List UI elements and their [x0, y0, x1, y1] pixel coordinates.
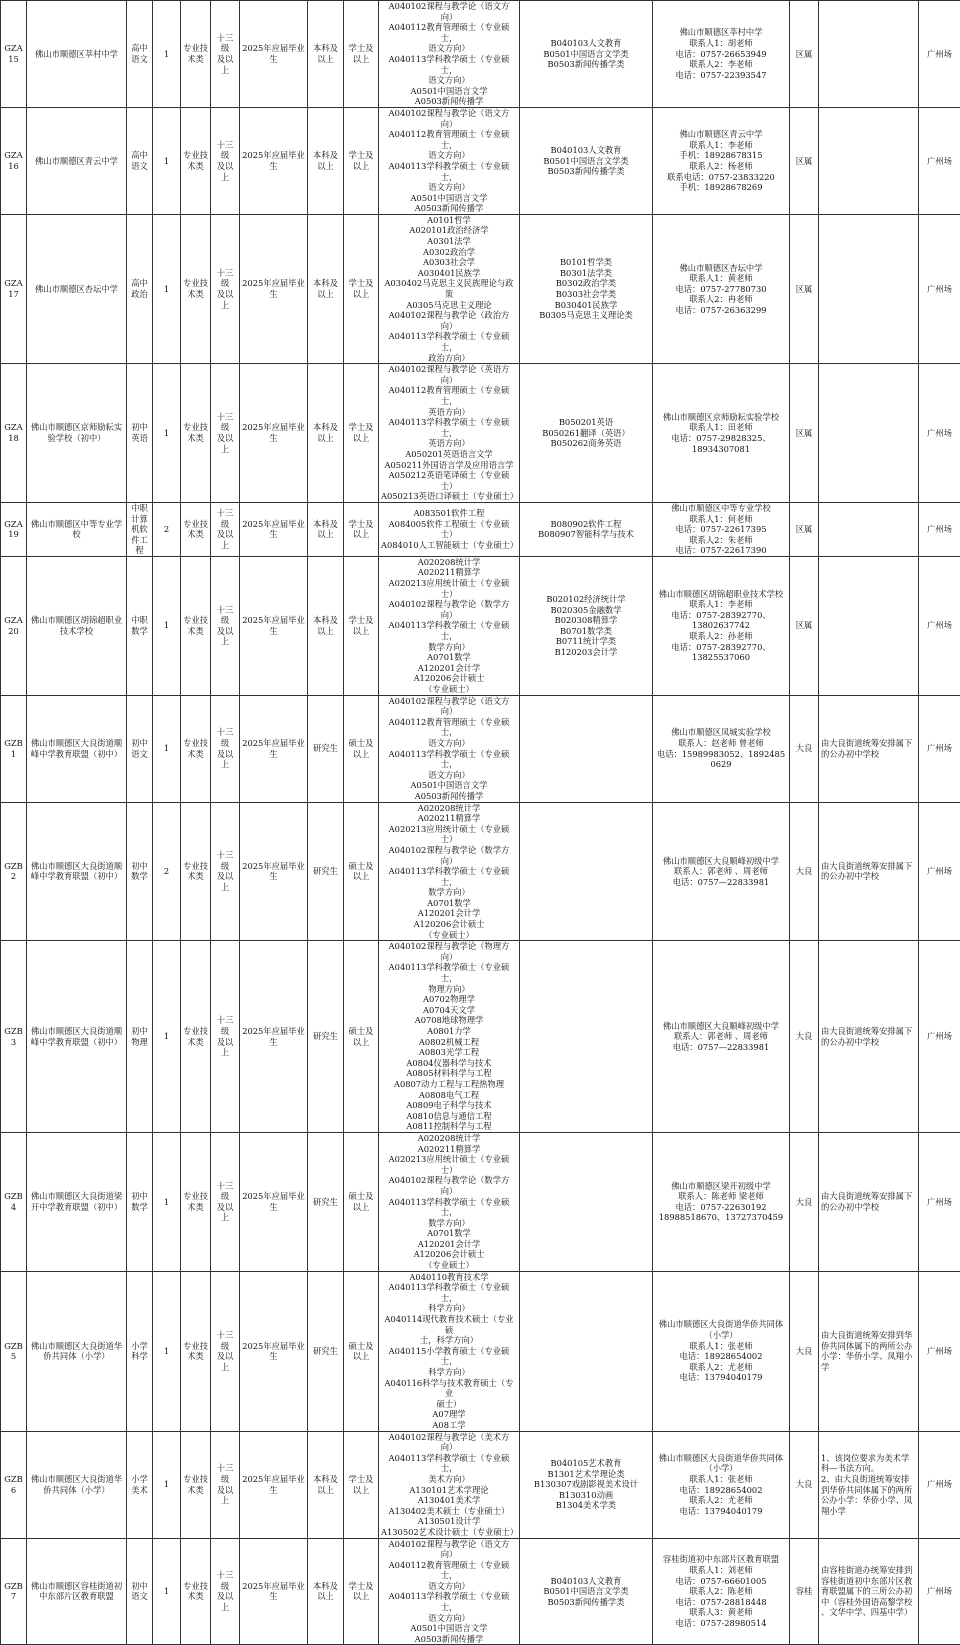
cell-unit: 佛山市顺德区京师励耘实 验学校（初中）: [27, 364, 127, 503]
table-body: [1, 1, 960, 1645]
cell-count: 1: [153, 941, 181, 1133]
cell-education: 本科及 以上: [308, 502, 344, 556]
cell-affiliation: 区属: [790, 1, 819, 108]
cell-count: 1: [153, 364, 181, 503]
cell-unit: 佛山市顺德区杏坛中学: [27, 214, 127, 363]
cell-contact: 佛山市顺德区胡锦超职业技术学校 联系人1：李老师 电话：0757-28392770、 13802637742 联系人2：孙老师 电话：0757-28392770、 13825537060: [653, 556, 790, 695]
cell-undergrad-majors: B040103人文教育 B0501中国语言文学类 B0503新闻传播学类: [520, 107, 653, 214]
cell-affiliation: 大良: [790, 1271, 819, 1431]
cell-postgrad-majors: A020208统计学 A020211精算学 A020213应用统计硕士（专业硕士） A040102课程与教学论（数学方向） A040113学科教学硕士（专业硕士， 数学方向） A0701数学 A120201会计学 A120206会计硕士 （专业硕士）: [379, 802, 520, 941]
cell-undergrad-majors: B020102经济统计学 B020305金融数学 B020308精算学 B0701数学类 B0711统计学类 B120203会计学: [520, 556, 653, 695]
cell-category: 专业技 术类: [181, 1, 211, 108]
cell-unit: 佛山市顺德区中等专业学 校: [27, 502, 127, 556]
cell-postgrad-majors: A040102课程与教学论（美术方向） A040113学科教学硕士（专业硕士， 美术方向） A130101艺术学理论 A130401美术学 A130402美术硕士（专业硕士） A130501设计学 A130502艺术设计硕士（专业硕士）: [379, 1431, 520, 1538]
cell-remarks: 由大良街道统筹安排属下 的公办初中学校: [819, 1132, 919, 1271]
cell-remarks: [819, 364, 919, 503]
cell-contact: 佛山市顺德区杏坛中学 联系人1：黄老师 电话：0757-27780730 联系人2：冉老师 电话：0757-26363299: [653, 214, 790, 363]
cell-code: GZA18: [1, 364, 27, 503]
cell-category: 专业技 术类: [181, 107, 211, 214]
cell-code: GZB5: [1, 1271, 27, 1431]
cell-subject: 高中 语文: [127, 1, 153, 108]
cell-code: GZB4: [1, 1132, 27, 1271]
cell-category: 专业技 术类: [181, 1538, 211, 1645]
cell-undergrad-majors: B0101哲学类 B0301法学类 B0302政治学类 B0303社会学类 B030401民族学 B0305马克思主义理论类: [520, 214, 653, 363]
cell-level: 十三级 及以上: [211, 107, 240, 214]
cell-degree: 学士及 以上: [344, 1, 379, 108]
cell-target: 2025年应届毕业 生: [240, 1538, 308, 1645]
cell-unit: 佛山市顺德区大良街道梁 开中学教育联盟（初中）: [27, 1132, 127, 1271]
cell-education: 研究生: [308, 1132, 344, 1271]
cell-code: GZA15: [1, 1, 27, 108]
cell-education: 本科及 以上: [308, 214, 344, 363]
cell-code: GZB6: [1, 1431, 27, 1538]
cell-remarks: 由大良街道统筹安排属下 的公办初中学校: [819, 802, 919, 941]
table-row: [1, 214, 960, 363]
cell-category: 专业技 术类: [181, 364, 211, 503]
cell-level: 十三级 及以上: [211, 1271, 240, 1431]
cell-degree: 学士及 以上: [344, 502, 379, 556]
cell-level: 十三级 及以上: [211, 941, 240, 1133]
cell-count: 1: [153, 695, 181, 802]
cell-target: 2025年应届毕业 生: [240, 364, 308, 503]
cell-unit: 佛山市顺德区容桂街道初 中东部片区教育联盟: [27, 1538, 127, 1645]
cell-contact: 佛山市顺德区大良街道华侨共同体 （小学） 联系人1：张老师 电话：18928654002 联系人2：尤老师 电话：13794040179: [653, 1271, 790, 1431]
cell-affiliation: 区属: [790, 502, 819, 556]
cell-location: 广州场: [919, 695, 960, 802]
cell-code: GZA19: [1, 502, 27, 556]
cell-degree: 硕士及 以上: [344, 1132, 379, 1271]
cell-subject: 高中 政治: [127, 214, 153, 363]
cell-category: 专业技 术类: [181, 802, 211, 941]
cell-affiliation: 大良: [790, 941, 819, 1133]
cell-subject: 中职 数学: [127, 556, 153, 695]
cell-postgrad-majors: A040102课程与教学论（语文方向） A040112教育管理硕士（专业硕士， 语文方向） A040113学科教学硕士（专业硕士， 语文方向） A0501中国语言文学 A0503新闻传播学: [379, 695, 520, 802]
cell-undergrad-majors: [520, 1271, 653, 1431]
cell-affiliation: 大良: [790, 695, 819, 802]
cell-remarks: [819, 1, 919, 108]
cell-target: 2025年应届毕业 生: [240, 1, 308, 108]
cell-unit: 佛山市顺德区大良街道华 侨共同体（小学）: [27, 1271, 127, 1431]
table-row: [1, 1, 960, 108]
cell-unit: 佛山市顺德区胡锦超职业 技术学校: [27, 556, 127, 695]
cell-contact: 佛山市顺德区大良顺峰初级中学 联系人：郭老师 、周老师 电话：0757—22833981: [653, 941, 790, 1133]
cell-unit: 佛山市顺德区大良街道顺 峰中学教育联盟（初中）: [27, 695, 127, 802]
cell-subject: 初中 物理: [127, 941, 153, 1133]
cell-postgrad-majors: A040102课程与教学论（语文方向） A040112教育管理硕士（专业硕士， 语文方向） A040113学科教学硕士（专业硕士， 语文方向） A0501中国语言文学 A0503新闻传播学: [379, 107, 520, 214]
cell-remarks: [819, 214, 919, 363]
cell-education: 本科及 以上: [308, 1538, 344, 1645]
cell-postgrad-majors: A0101哲学 A020101政治经济学 A0301法学 A0302政治学 A0303社会学 A030401民族学 A030402马克思主义民族理论与政策 A0305马克思主义理论 A040102课程与教学论（政治方向） A040113学科教学硕士（专业硕士， 政治方向）: [379, 214, 520, 363]
cell-education: 本科及 以上: [308, 364, 344, 503]
cell-contact: 佛山市顺德区青云中学 联系人1：李老师 手机：18928678315 联系人2：杨老师 联系电话：0757-23833220 手机：18928678269: [653, 107, 790, 214]
cell-postgrad-majors: A040102课程与教学论（语文方向） A040112教育管理硕士（专业硕士， 语文方向） A040113学科教学硕士（专业硕士， 语文方向） A0501中国语言文学 A0503新闻传播学: [379, 1, 520, 108]
cell-education: 本科及 以上: [308, 1, 344, 108]
cell-affiliation: 区属: [790, 214, 819, 363]
cell-unit: 佛山市顺德区青云中学: [27, 107, 127, 214]
cell-undergrad-majors: [520, 941, 653, 1133]
cell-undergrad-majors: B080902软件工程 B080907智能科学与技术: [520, 502, 653, 556]
cell-affiliation: 大良: [790, 802, 819, 941]
cell-postgrad-majors: A040102课程与教学论（物理方向） A040113学科教学硕士（专业硕士， 物理方向） A0702物理学 A0704天文学 A0708地球物理学 A0801力学 A0802机械工程 A0803光学工程 A0804仪器科学与技术 A0805材料科学与工程 A0807动力工程与工程热物理 A0808电气工程 A0809电子科学与技术 A0810信息与通信工程 A0811控制科学与工程: [379, 941, 520, 1133]
cell-category: 专业技 术类: [181, 1271, 211, 1431]
cell-unit: 佛山市顺德区大良街道华 侨共同体（小学）: [27, 1431, 127, 1538]
table-row: [1, 364, 960, 503]
cell-remarks: 由大良街道统筹安排属下 的公办初中学校: [819, 695, 919, 802]
cell-subject: 小学 科学: [127, 1271, 153, 1431]
cell-postgrad-majors: A020208统计学 A020211精算学 A020213应用统计硕士（专业硕士） A040102课程与教学论（数学方向） A040113学科教学硕士（专业硕士， 数学方向） A0701数学 A120201会计学 A120206会计硕士 （专业硕士）: [379, 1132, 520, 1271]
cell-contact: 佛山市顺德区中等专业学校 联系人1：何老师 电话：0757-22617395 联系人2：朱老师 电话：0757-22617390: [653, 502, 790, 556]
cell-count: 1: [153, 556, 181, 695]
cell-subject: 中职 计算 机软 件工 程: [127, 502, 153, 556]
cell-category: 专业技 术类: [181, 695, 211, 802]
cell-subject: 初中 数学: [127, 1132, 153, 1271]
cell-count: 1: [153, 1271, 181, 1431]
cell-education: 研究生: [308, 1271, 344, 1431]
cell-contact: 佛山市顺德区梁开初级中学 联系人：陈老师 梁老师 电话：0757-22630192 18988518670、13727370459: [653, 1132, 790, 1271]
cell-remarks: 由大良街道统筹安排到华 侨共同体属下的两所公办 小学：华侨小学、凤翔小 学: [819, 1271, 919, 1431]
cell-remarks: 由容桂街道办统筹安排到 容桂街道初中东部片区教 育联盟属下的三所公办初 中（容桂外国语高黎学校 、文华中学、四基中学）: [819, 1538, 919, 1645]
cell-remarks: 由大良街道统筹安排属下 的公办初中学校: [819, 941, 919, 1133]
cell-count: 1: [153, 1, 181, 108]
cell-undergrad-majors: [520, 802, 653, 941]
cell-target: 2025年应届毕业 生: [240, 802, 308, 941]
cell-education: 本科及 以上: [308, 556, 344, 695]
cell-contact: 容桂街道初中东部片区教育联盟 联系人1：刘老师 电话：0757-66601005 联系人2：陈老师 电话：0757-28818448 联系人3：黄老师 电话：0757-28980514: [653, 1538, 790, 1645]
cell-education: 本科及 以上: [308, 107, 344, 214]
cell-education: 研究生: [308, 802, 344, 941]
cell-code: GZA16: [1, 107, 27, 214]
cell-postgrad-majors: A040102课程与教学论（英语方向） A040112教育管理硕士（专业硕士， 英语方向） A040113学科教学硕士（专业硕士， 英语方向） A050201英语语言文学 A050211外国语言学及应用语言学 A050212英语笔译硕士（专业硕士） A050213英语口译硕士（专业硕士）: [379, 364, 520, 503]
cell-undergrad-majors: B040103人文教育 B0501中国语言文学类 B0503新闻传播学类: [520, 1, 653, 108]
cell-code: GZB2: [1, 802, 27, 941]
cell-level: 十三级 及以上: [211, 1, 240, 108]
cell-count: 1: [153, 214, 181, 363]
cell-undergrad-majors: B040105艺术教育 B1301艺术学理论类 B130307戏剧影视美术设计 B130310动画 B1304美术学类: [520, 1431, 653, 1538]
cell-level: 十三级 及以上: [211, 1538, 240, 1645]
cell-location: 广州场: [919, 1, 960, 108]
cell-education: 本科及 以上: [308, 1431, 344, 1538]
cell-location: 广州场: [919, 556, 960, 695]
cell-code: GZA17: [1, 214, 27, 363]
cell-unit: 佛山市顺德区大良街道顺 峰中学教育联盟（初中）: [27, 941, 127, 1133]
cell-postgrad-majors: A040102课程与教学论（语文方向） A040112教育管理硕士（专业硕士， 语文方向） A040113学科教学硕士（专业硕士， 语文方向） A0501中国语言文学 A0503新闻传播学: [379, 1538, 520, 1645]
cell-affiliation: 区属: [790, 556, 819, 695]
cell-affiliation: 区属: [790, 107, 819, 214]
table-row: [1, 1538, 960, 1645]
cell-category: 专业技 术类: [181, 556, 211, 695]
cell-contact: 佛山市顺德区凤城实验学校 联系人：赵老师 曾老师 电话：15989983052、18924850629: [653, 695, 790, 802]
table-row: [1, 1431, 960, 1538]
cell-count: 1: [153, 1538, 181, 1645]
cell-education: 研究生: [308, 941, 344, 1133]
cell-education: 研究生: [308, 695, 344, 802]
table-row: [1, 941, 960, 1133]
cell-location: 广州场: [919, 941, 960, 1133]
cell-degree: 学士及 以上: [344, 214, 379, 363]
cell-degree: 学士及 以上: [344, 1538, 379, 1645]
cell-category: 专业技 术类: [181, 1132, 211, 1271]
cell-count: 1: [153, 1132, 181, 1271]
cell-level: 十三级 及以上: [211, 364, 240, 503]
cell-location: 广州场: [919, 364, 960, 503]
cell-contact: 佛山市顺德区大良顺峰初级中学 联系人：郭老师 、周老师 电话：0757—22833981: [653, 802, 790, 941]
cell-contact: 佛山市顺德区莘村中学 联系人1：胡老师 电话：0757-26653949 联系人2：李老师 电话：0757-22393547: [653, 1, 790, 108]
cell-code: GZB3: [1, 941, 27, 1133]
cell-undergrad-majors: [520, 1132, 653, 1271]
cell-target: 2025年应届毕业 生: [240, 1431, 308, 1538]
table-row: [1, 802, 960, 941]
cell-target: 2025年应届毕业 生: [240, 1132, 308, 1271]
cell-remarks: 1、该岗位要求为美术学 科—书法方向。 2、由大良街道统筹安排 到华侨共同体属下的两所 公办小学：华侨小学、凤 翔小学: [819, 1431, 919, 1538]
cell-subject: 初中 英语: [127, 364, 153, 503]
cell-unit: 佛山市顺德区大良街道顺 峰中学教育联盟（初中）: [27, 802, 127, 941]
cell-degree: 硕士及 以上: [344, 941, 379, 1133]
cell-degree: 硕士及 以上: [344, 695, 379, 802]
table-row: [1, 502, 960, 556]
table-row: [1, 1132, 960, 1271]
cell-code: GZA20: [1, 556, 27, 695]
cell-level: 十三级 及以上: [211, 1431, 240, 1538]
cell-location: 广州场: [919, 1271, 960, 1431]
cell-location: 广州场: [919, 1538, 960, 1645]
cell-location: 广州场: [919, 214, 960, 363]
cell-postgrad-majors: A020208统计学 A020211精算学 A020213应用统计硕士（专业硕士） A040102课程与教学论（数学方向） A040113学科教学硕士（专业硕士， 数学方向） A0701数学 A120201会计学 A120206会计硕士 （专业硕士）: [379, 556, 520, 695]
cell-subject: 初中 语文: [127, 695, 153, 802]
cell-location: 广州场: [919, 1431, 960, 1538]
cell-subject: 高中 语文: [127, 107, 153, 214]
cell-target: 2025年应届毕业 生: [240, 1271, 308, 1431]
cell-category: 专业技 术类: [181, 214, 211, 363]
table-row: [1, 556, 960, 695]
cell-level: 十三级 及以上: [211, 214, 240, 363]
cell-target: 2025年应届毕业 生: [240, 502, 308, 556]
cell-subject: 小学 美术: [127, 1431, 153, 1538]
table-row: [1, 1271, 960, 1431]
cell-target: 2025年应届毕业 生: [240, 556, 308, 695]
cell-level: 十三级 及以上: [211, 695, 240, 802]
cell-degree: 学士及 以上: [344, 1431, 379, 1538]
cell-unit: 佛山市顺德区莘村中学: [27, 1, 127, 108]
cell-affiliation: 大良: [790, 1132, 819, 1271]
cell-target: 2025年应届毕业 生: [240, 941, 308, 1133]
cell-level: 十三级 及以上: [211, 556, 240, 695]
cell-code: GZB1: [1, 695, 27, 802]
cell-code: GZB7: [1, 1538, 27, 1645]
cell-target: 2025年应届毕业 生: [240, 695, 308, 802]
cell-undergrad-majors: B040103人文教育 B0501中国语言文学类 B0503新闻传播学类: [520, 1538, 653, 1645]
cell-degree: 学士及 以上: [344, 364, 379, 503]
cell-remarks: [819, 502, 919, 556]
cell-affiliation: 区属: [790, 364, 819, 503]
cell-level: 十三级 及以上: [211, 1132, 240, 1271]
cell-undergrad-majors: B050201英语 B050261翻译（英语） B050262商务英语: [520, 364, 653, 503]
table-row: [1, 107, 960, 214]
cell-count: 1: [153, 1431, 181, 1538]
cell-degree: 学士及 以上: [344, 107, 379, 214]
table-row: [1, 695, 960, 802]
cell-subject: 初中 数学: [127, 802, 153, 941]
cell-remarks: [819, 556, 919, 695]
cell-category: 专业技 术类: [181, 502, 211, 556]
cell-count: 1: [153, 107, 181, 214]
cell-count: 2: [153, 502, 181, 556]
cell-location: 广州场: [919, 1132, 960, 1271]
cell-location: 广州场: [919, 107, 960, 214]
cell-level: 十三级 及以上: [211, 802, 240, 941]
cell-location: 广州场: [919, 802, 960, 941]
cell-contact: 佛山市顺德区大良街道华侨共同体 （小学） 联系人1：张老师 电话：18928654002 联系人2：尤老师 电话：13794040179: [653, 1431, 790, 1538]
cell-category: 专业技 术类: [181, 1431, 211, 1538]
cell-category: 专业技 术类: [181, 941, 211, 1133]
cell-degree: 学士及 以上: [344, 556, 379, 695]
cell-subject: 初中 语文: [127, 1538, 153, 1645]
cell-contact: 佛山市顺德区京师励耘实验学校 联系人1：田老师 电话：0757-29828325、 18934307081: [653, 364, 790, 503]
cell-remarks: [819, 107, 919, 214]
cell-affiliation: 大良: [790, 1431, 819, 1538]
cell-level: 十三级 及以上: [211, 502, 240, 556]
cell-degree: 硕士及 以上: [344, 802, 379, 941]
cell-postgrad-majors: A083501软件工程 A084005软件工程硕士（专业硕士） A084010人工智能硕士（专业硕士）: [379, 502, 520, 556]
cell-location: 广州场: [919, 502, 960, 556]
cell-degree: 硕士及 以上: [344, 1271, 379, 1431]
cell-affiliation: 容桂: [790, 1538, 819, 1645]
cell-target: 2025年应届毕业 生: [240, 214, 308, 363]
cell-postgrad-majors: A040110教育技术学 A040113学科教学硕士（专业硕士， 科学方向） A040114现代教育技术硕士（专业硕 士，科学方向） A040115小学教育硕士（专业硕士， 科学方向） A040116科学与技术教育硕士（专业 硕士） A07理学 A08工学: [379, 1271, 520, 1431]
cell-undergrad-majors: [520, 695, 653, 802]
cell-count: 2: [153, 802, 181, 941]
cell-target: 2025年应届毕业 生: [240, 107, 308, 214]
